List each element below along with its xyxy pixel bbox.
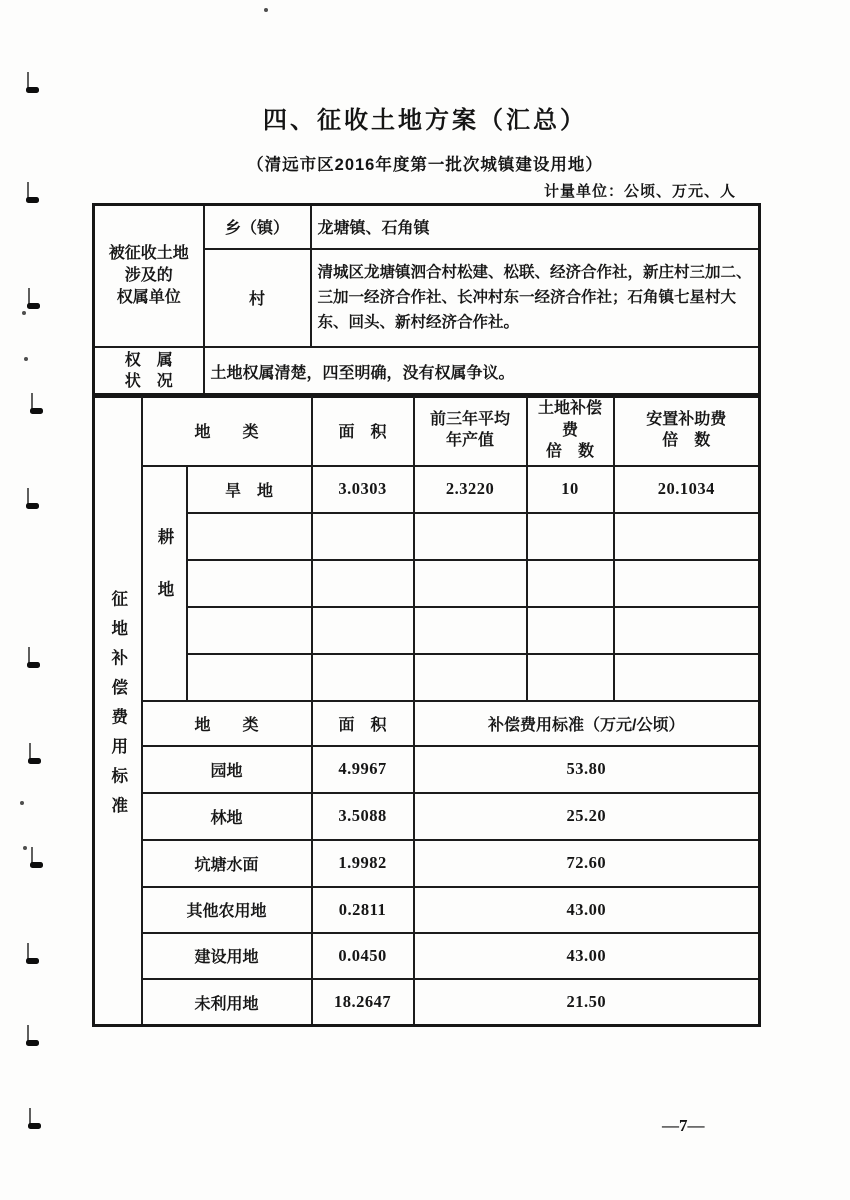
cell-empty <box>312 513 414 560</box>
cell-empty <box>187 513 312 560</box>
cultivated-land-group-text: 耕地 <box>155 528 173 634</box>
header2-area: 面 积 <box>312 701 414 746</box>
table-row <box>94 347 760 397</box>
compensation-section-label-text: 征地补偿费用标准 <box>108 589 127 826</box>
cell-area: 18.2647 <box>312 979 414 1026</box>
cell-empty <box>187 607 312 654</box>
binding-mark <box>26 1025 40 1046</box>
cell-empty <box>414 560 527 607</box>
cell-land-class: 园地 <box>142 746 312 793</box>
cell-empty <box>414 654 527 701</box>
table-row <box>94 205 760 249</box>
cell-land-class: 建设用地 <box>142 933 312 979</box>
township-value: 龙塘镇、石角镇 <box>311 205 760 249</box>
table-row <box>94 701 760 746</box>
page-subtitle: （清远市区2016年度第一批次城镇建设用地） <box>247 156 603 174</box>
header2-land-class: 地 类 <box>142 701 312 746</box>
binding-mark <box>27 647 41 668</box>
table-row <box>94 979 760 1026</box>
cell-area: 0.0450 <box>312 933 414 979</box>
cell-empty <box>527 607 614 654</box>
village-value: 清城区龙塘镇泗合村松建、松联、经济合作社，新庄村三加二、三加一经济合作社、长冲村东一经济合作社；石角镇七星村大东、回头、新村经济合作社。 <box>311 249 760 347</box>
header2-comp-standard: 补偿费用标准（万元/公顷） <box>414 701 760 746</box>
township-label: 乡（镇） <box>204 205 311 249</box>
cell-resettle-subsidy-multiple: 20.1034 <box>614 466 760 513</box>
cell-empty <box>614 560 760 607</box>
cell-empty <box>527 654 614 701</box>
table-row <box>94 887 760 933</box>
cell-comp-standard: 43.00 <box>414 887 760 933</box>
header-land-comp-multiple: 土地补偿费 倍 数 <box>527 395 614 466</box>
tenure-status-label: 权 属 状 况 <box>94 347 204 397</box>
cell-empty <box>614 607 760 654</box>
cell-empty <box>312 654 414 701</box>
table-row-empty <box>94 513 760 560</box>
cell-area: 3.5088 <box>312 793 414 840</box>
cell-empty <box>187 654 312 701</box>
table-row-empty <box>94 607 760 654</box>
table-row <box>94 933 760 979</box>
table-row <box>94 840 760 887</box>
cultivated-land-group-label <box>142 466 187 701</box>
table-row-empty <box>94 654 760 701</box>
compensation-table <box>92 393 761 1027</box>
cell-empty <box>414 607 527 654</box>
tenure-status-value: 土地权属清楚，四至明确，没有权属争议。 <box>204 347 760 397</box>
cell-comp-standard: 53.80 <box>414 746 760 793</box>
compensation-section-label <box>94 395 142 1026</box>
header-land-class: 地 类 <box>142 395 312 466</box>
cell-comp-standard: 43.00 <box>414 933 760 979</box>
table-row-empty <box>94 560 760 607</box>
cell-land-class: 林地 <box>142 793 312 840</box>
table-row <box>94 793 760 840</box>
ownership-units-label: 被征收土地 涉及的 权属单位 <box>94 205 204 347</box>
ownership-table <box>92 203 761 398</box>
header-avg-output: 前三年平均 年产值 <box>414 395 527 466</box>
binding-mark <box>26 182 40 203</box>
scan-dot <box>22 311 26 315</box>
cell-comp-standard: 25.20 <box>414 793 760 840</box>
cell-empty <box>527 560 614 607</box>
village-label: 村 <box>204 249 311 347</box>
binding-mark <box>28 1108 42 1129</box>
cell-area: 3.0303 <box>312 466 414 513</box>
table-row <box>94 466 760 513</box>
cell-empty <box>187 560 312 607</box>
cell-area: 4.9967 <box>312 746 414 793</box>
binding-mark <box>28 743 42 764</box>
binding-mark <box>26 488 40 509</box>
cell-area: 1.9982 <box>312 840 414 887</box>
cell-area: 0.2811 <box>312 887 414 933</box>
cell-empty <box>527 513 614 560</box>
cell-empty <box>414 513 527 560</box>
cell-empty <box>312 607 414 654</box>
cell-land-class: 未利用地 <box>142 979 312 1026</box>
page-title: 四、征收土地方案（汇总） <box>263 107 587 134</box>
binding-mark <box>30 393 44 414</box>
cell-avg-output: 2.3220 <box>414 466 527 513</box>
scan-dot <box>24 357 28 361</box>
binding-mark <box>26 943 40 964</box>
scan-dot <box>20 801 24 805</box>
cell-empty <box>312 560 414 607</box>
cell-comp-standard: 21.50 <box>414 979 760 1026</box>
scan-dot <box>23 846 27 850</box>
cell-land-comp-multiple: 10 <box>527 466 614 513</box>
table-row <box>94 746 760 793</box>
page-number: —7— <box>662 1116 705 1135</box>
cell-empty <box>614 513 760 560</box>
table-row <box>94 395 760 466</box>
header-resettle-subsidy-multiple: 安置补助费 倍 数 <box>614 395 760 466</box>
binding-mark <box>26 72 40 93</box>
cell-empty <box>614 654 760 701</box>
cell-comp-standard: 72.60 <box>414 840 760 887</box>
cell-land-class: 坑塘水面 <box>142 840 312 887</box>
cell-land-class: 其他农用地 <box>142 887 312 933</box>
cell-land-class: 旱 地 <box>187 466 312 513</box>
header-area: 面 积 <box>312 395 414 466</box>
binding-mark <box>27 288 41 309</box>
scan-dot <box>264 8 268 12</box>
measurement-unit-note: 计量单位：公顷、万元、人 <box>543 183 736 200</box>
binding-mark <box>30 847 44 868</box>
